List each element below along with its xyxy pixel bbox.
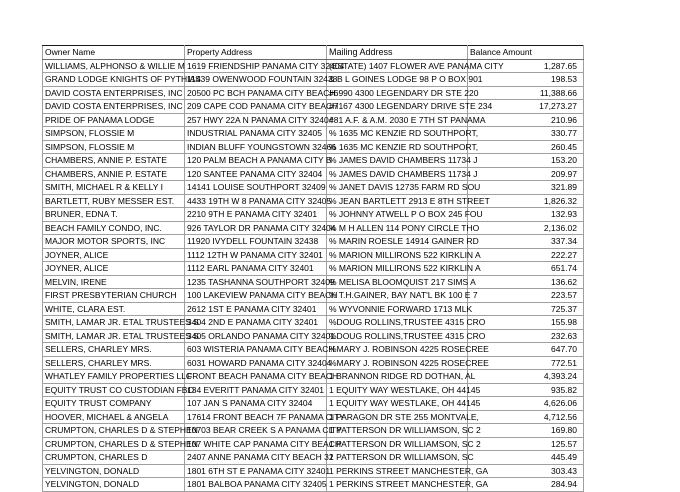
- balance-amount-cell[interactable]: 260.45: [468, 140, 584, 154]
- owner-name-cell[interactable]: PRIDE OF PANAMA LODGE: [43, 113, 185, 127]
- balance-amount-cell[interactable]: 4,626.06: [468, 397, 584, 411]
- balance-amount-header[interactable]: Balance Amount: [468, 46, 584, 60]
- balance-amount-cell[interactable]: 337.34: [468, 235, 584, 249]
- table-row: [43, 316, 584, 330]
- mailing-address-cell[interactable]: 1 PERKINS STREET MANCHESTER, GA: [327, 478, 468, 492]
- owner-name-cell[interactable]: JOYNER, ALICE: [43, 248, 185, 262]
- mailing-address-cell[interactable]: 1 PERKINS STREET MANCHESTER, GA: [327, 464, 468, 478]
- table-row: [43, 100, 584, 114]
- property-address-cell[interactable]: 1801 BALBOA PANAMA CITY 32405: [185, 478, 327, 492]
- balance-amount-cell[interactable]: 4,393.24: [468, 370, 584, 384]
- owner-name-cell[interactable]: BARTLETT, RUBY MESSER EST.: [43, 194, 185, 208]
- property-address-cell[interactable]: 2407 ANNE PANAMA CITY BEACH 32: [185, 451, 327, 465]
- owner-name-header[interactable]: Owner Name: [43, 46, 185, 60]
- property-address-cell[interactable]: 3405 ORLANDO PANAMA CITY 32401: [185, 329, 327, 343]
- mailing-address-cell[interactable]: % JOHNNY ATWELL P O BOX 245 FOU: [327, 208, 468, 222]
- balance-amount-cell[interactable]: 155.98: [468, 316, 584, 330]
- property-address-cell[interactable]: 6031 HOWARD PANAMA CITY 32404: [185, 356, 327, 370]
- property-address-cell[interactable]: 14141 LOUISE SOUTHPORT 32409: [185, 181, 327, 195]
- owner-name-cell[interactable]: SMITH, LAMAR JR. ETAL TRUSTEES S: [43, 329, 185, 343]
- balance-amount-cell[interactable]: 303.43: [468, 464, 584, 478]
- property-address-cell[interactable]: 257 HWY 22A N PANAMA CITY 32404: [185, 113, 327, 127]
- mailing-address-cell[interactable]: % JEAN BARTLETT 2913 E 8TH STREET: [327, 194, 468, 208]
- mailing-address-cell[interactable]: %MARY J. ROBINSON 4225 ROSECREE: [327, 356, 468, 370]
- tax-balance-spreadsheet: [42, 45, 584, 492]
- property-address-cell[interactable]: INDUSTRIAL PANAMA CITY 32405: [185, 127, 327, 141]
- balance-amount-cell[interactable]: 210.96: [468, 113, 584, 127]
- table-row: [43, 208, 584, 222]
- table-row: [43, 289, 584, 303]
- table-row: [43, 397, 584, 411]
- property-address-cell[interactable]: 4433 19TH W 8 PANAMA CITY 32405: [185, 194, 327, 208]
- property-address-header[interactable]: Property Address: [185, 46, 327, 60]
- mailing-address-cell[interactable]: % MARIN ROESLE 14914 GAINER RD: [327, 235, 468, 249]
- table-body: [43, 59, 584, 491]
- header-row: [43, 46, 584, 60]
- property-address-cell[interactable]: 107 JAN S PANAMA CITY 32404: [185, 397, 327, 411]
- owner-name-cell[interactable]: SMITH, MICHAEL R & KELLY I: [43, 181, 185, 195]
- owner-name-cell[interactable]: CRUMPTON, CHARLES D & STEPHEN: [43, 437, 185, 451]
- mailing-address-cell[interactable]: %DOUG ROLLINS,TRUSTEE 4315 CRO: [327, 329, 468, 343]
- table-row: [43, 478, 584, 492]
- balance-amount-cell[interactable]: 198.53: [468, 73, 584, 87]
- table-row: [43, 194, 584, 208]
- table-row: [43, 140, 584, 154]
- property-address-cell[interactable]: 926 TAYLOR DR PANAMA CITY 32404: [185, 221, 327, 235]
- mailing-address-cell[interactable]: %DOUG ROLLINS,TRUSTEE 4315 CRO: [327, 316, 468, 330]
- owner-name-cell[interactable]: WHITE, CLARA EST.: [43, 302, 185, 316]
- mailing-address-cell[interactable]: & B L GOINES LODGE 98 P O BOX 901: [327, 73, 468, 87]
- table-row: [43, 86, 584, 100]
- mailing-address-cell[interactable]: % JANET DAVIS 12735 FARM RD SOU: [327, 181, 468, 195]
- owner-name-cell[interactable]: SMITH, LAMAR JR. ETAL TRUSTEES S: [43, 316, 185, 330]
- table-row: [43, 451, 584, 465]
- owner-name-cell[interactable]: CHAMBERS, ANNIE P. ESTATE: [43, 167, 185, 181]
- table-row: [43, 329, 584, 343]
- table-row: [43, 235, 584, 249]
- mailing-address-cell[interactable]: % 1635 MC KENZIE RD SOUTHPORT,: [327, 140, 468, 154]
- table-row: [43, 343, 584, 357]
- mailing-address-cell[interactable]: #7167 4300 LEGENDARY DRIVE STE 234: [327, 100, 468, 114]
- owner-name-cell[interactable]: CRUMPTON, CHARLES D & STEPHEN: [43, 424, 185, 438]
- owner-name-cell[interactable]: CRUMPTON, CHARLES D: [43, 451, 185, 465]
- property-address-cell[interactable]: 3404 2ND E PANAMA CITY 32401: [185, 316, 327, 330]
- balance-amount-cell[interactable]: 2,136.02: [468, 221, 584, 235]
- table-row: [43, 410, 584, 424]
- property-address-cell[interactable]: 2210 9TH E PANAMA CITY 32401: [185, 208, 327, 222]
- mailing-address-cell[interactable]: 1 PATTERSON DR WILLIAMSON, SC 2: [327, 424, 468, 438]
- property-address-cell[interactable]: 107 WHITE CAP PANAMA CITY BEACH: [185, 437, 327, 451]
- balance-amount-cell[interactable]: 232.63: [468, 329, 584, 343]
- mailing-address-cell[interactable]: #6990 4300 LEGENDARY DR STE 220: [327, 86, 468, 100]
- mailing-address-cell[interactable]: % MARION MILLIRONS 522 KIRKLIN A: [327, 248, 468, 262]
- balance-amount-cell[interactable]: 17,273.27: [468, 100, 584, 114]
- table-row: [43, 437, 584, 451]
- owner-balance-table: [42, 45, 584, 492]
- property-address-cell[interactable]: 209 CAPE COD PANAMA CITY BEACH: [185, 100, 327, 114]
- owner-name-cell[interactable]: WILLIAMS, ALPHONSO & WILLIE M: [43, 59, 185, 73]
- table-row: [43, 154, 584, 168]
- owner-name-cell[interactable]: FIRST PRESBYTERIAN CHURCH: [43, 289, 185, 303]
- property-address-cell[interactable]: FRONT BEACH PANAMA CITY BEACH: [185, 370, 327, 384]
- balance-amount-cell[interactable]: 647.70: [468, 343, 584, 357]
- owner-name-cell[interactable]: MAJOR MOTOR SPORTS, INC: [43, 235, 185, 249]
- table-row: [43, 302, 584, 316]
- table-row: [43, 221, 584, 235]
- table-row: [43, 181, 584, 195]
- balance-amount-cell[interactable]: 651.74: [468, 262, 584, 276]
- table-row: [43, 248, 584, 262]
- table-row: [43, 113, 584, 127]
- property-address-cell[interactable]: 134 EVERITT PANAMA CITY 32401: [185, 383, 327, 397]
- mailing-address-cell[interactable]: % M H ALLEN 114 PONY CIRCLE THO: [327, 221, 468, 235]
- balance-amount-cell[interactable]: 1,826.32: [468, 194, 584, 208]
- balance-amount-cell[interactable]: 725.37: [468, 302, 584, 316]
- owner-name-cell[interactable]: DAVID COSTA ENTERPRISES, INC: [43, 86, 185, 100]
- balance-amount-cell[interactable]: 284.94: [468, 478, 584, 492]
- mailing-address-header[interactable]: Mailing Address: [327, 46, 468, 60]
- balance-amount-cell[interactable]: 772.51: [468, 356, 584, 370]
- mailing-address-cell[interactable]: 1 EQUITY WAY WESTLAKE, OH 44145: [327, 397, 468, 411]
- balance-amount-cell[interactable]: 136.62: [468, 275, 584, 289]
- balance-amount-cell[interactable]: 4,712.56: [468, 410, 584, 424]
- property-address-cell[interactable]: 1619 FRIENDSHIP PANAMA CITY 32404: [185, 59, 327, 73]
- property-address-cell[interactable]: 10703 BEAR CREEK S A PANAMA CITY: [185, 424, 327, 438]
- owner-name-cell[interactable]: SIMPSON, FLOSSIE M: [43, 127, 185, 141]
- property-address-cell[interactable]: 11439 OWENWOOD FOUNTAIN 32438: [185, 73, 327, 87]
- balance-amount-cell[interactable]: 153.20: [468, 154, 584, 168]
- mailing-address-cell[interactable]: % JAMES DAVID CHAMBERS 11734 J: [327, 154, 468, 168]
- table-row: [43, 167, 584, 181]
- mailing-address-cell[interactable]: % JAMES DAVID CHAMBERS 11734 J: [327, 167, 468, 181]
- owner-name-cell[interactable]: EQUITY TRUST COMPANY: [43, 397, 185, 411]
- property-address-cell[interactable]: 120 PALM BEACH A PANAMA CITY B: [185, 154, 327, 168]
- balance-amount-cell[interactable]: 321.89: [468, 181, 584, 195]
- balance-amount-cell[interactable]: 125.57: [468, 437, 584, 451]
- owner-name-cell[interactable]: SELLERS, CHARLEY MRS.: [43, 343, 185, 357]
- mailing-address-cell[interactable]: % WYVONNIE FORWARD 1713 MLK: [327, 302, 468, 316]
- table-row: [43, 383, 584, 397]
- owner-name-cell[interactable]: CHAMBERS, ANNIE P. ESTATE: [43, 154, 185, 168]
- mailing-address-cell[interactable]: % T.H.GAINER, BAY NAT'L BK 100 E 7: [327, 289, 468, 303]
- mailing-address-cell[interactable]: % MARION MILLIRONS 522 KIRKLIN A: [327, 262, 468, 276]
- property-address-cell[interactable]: 1801 6TH ST E PANAMA CITY 32401: [185, 464, 327, 478]
- mailing-address-cell[interactable]: 1 EQUITY WAY WESTLAKE, OH 44145: [327, 383, 468, 397]
- owner-name-cell[interactable]: DAVID COSTA ENTERPRISES, INC: [43, 100, 185, 114]
- balance-amount-cell[interactable]: 330.77: [468, 127, 584, 141]
- owner-name-cell[interactable]: HOOVER, MICHAEL & ANGELA: [43, 410, 185, 424]
- balance-amount-cell[interactable]: 223.57: [468, 289, 584, 303]
- owner-name-cell[interactable]: EQUITY TRUST CO CUSTODIAN FBO: [43, 383, 185, 397]
- balance-amount-cell[interactable]: 445.49: [468, 451, 584, 465]
- owner-name-cell[interactable]: WHATLEY FAMILY PROPERTIES LLC: [43, 370, 185, 384]
- mailing-address-cell[interactable]: %MARY J. ROBINSON 4225 ROSECREE: [327, 343, 468, 357]
- property-address-cell[interactable]: 100 LAKEVIEW PANAMA CITY BEACH: [185, 289, 327, 303]
- table-row: [43, 59, 584, 73]
- owner-name-cell[interactable]: YELVINGTON, DONALD: [43, 464, 185, 478]
- table-row: [43, 356, 584, 370]
- mailing-address-cell[interactable]: % 1635 MC KENZIE RD SOUTHPORT,: [327, 127, 468, 141]
- table-row: [43, 370, 584, 384]
- balance-amount-cell[interactable]: 169.80: [468, 424, 584, 438]
- property-address-cell[interactable]: 17614 FRONT BEACH 7F PANAMA CITY: [185, 410, 327, 424]
- mailing-address-cell[interactable]: 1 BRANNON RIDGE RD DOTHAN, AL: [327, 370, 468, 384]
- owner-name-cell[interactable]: MELVIN, IRENE: [43, 275, 185, 289]
- property-address-cell[interactable]: 20500 PC BCH PANAMA CITY BEACH: [185, 86, 327, 100]
- mailing-address-cell[interactable]: % MELISA BLOOMQUIST 217 SIMS A: [327, 275, 468, 289]
- owner-name-cell[interactable]: YELVINGTON, DONALD: [43, 478, 185, 492]
- mailing-address-cell[interactable]: 1 PARAGON DR STE 255 MONTVALE,: [327, 410, 468, 424]
- table-row: [43, 424, 584, 438]
- owner-name-cell[interactable]: BEACH FAMILY CONDO, INC.: [43, 221, 185, 235]
- property-address-cell[interactable]: INDIAN BLUFF YOUNGSTOWN 32466: [185, 140, 327, 154]
- property-address-cell[interactable]: 120 SANTEE PANAMA CITY 32404: [185, 167, 327, 181]
- owner-name-cell[interactable]: SELLERS, CHARLEY MRS.: [43, 356, 185, 370]
- mailing-address-cell[interactable]: 1 PATTERSON DR WILLIAMSON, SC 2: [327, 437, 468, 451]
- table-row: [43, 275, 584, 289]
- owner-name-cell[interactable]: GRAND LODGE KNIGHTS OF PYTHIAS: [43, 73, 185, 87]
- balance-amount-cell[interactable]: 935.82: [468, 383, 584, 397]
- balance-amount-cell[interactable]: 222.27: [468, 248, 584, 262]
- property-address-cell[interactable]: 2612 1ST E PANAMA CITY 32401: [185, 302, 327, 316]
- balance-amount-cell[interactable]: 209.97: [468, 167, 584, 181]
- property-address-cell[interactable]: 1235 TASHANNA SOUTHPORT 32409: [185, 275, 327, 289]
- mailing-address-cell[interactable]: (ESTATE) 1407 FLOWER AVE PANAMA CITY: [327, 59, 468, 73]
- property-address-cell[interactable]: 603 WISTERIA PANAMA CITY BEACH: [185, 343, 327, 357]
- table-row: [43, 464, 584, 478]
- owner-name-cell[interactable]: SIMPSON, FLOSSIE M: [43, 140, 185, 154]
- property-address-cell[interactable]: 11920 IVYDELL FOUNTAIN 32438: [185, 235, 327, 249]
- balance-amount-cell[interactable]: 1,287.65: [468, 59, 584, 73]
- owner-name-cell[interactable]: JOYNER, ALICE: [43, 262, 185, 276]
- balance-amount-cell[interactable]: 132.93: [468, 208, 584, 222]
- table-row: [43, 262, 584, 276]
- table-row: [43, 73, 584, 87]
- balance-amount-cell[interactable]: 11,388.66: [468, 86, 584, 100]
- mailing-address-cell[interactable]: #81 A.F. & A.M. 2030 E 7TH ST PANAMA: [327, 113, 468, 127]
- property-address-cell[interactable]: 1112 EARL PANAMA CITY 32401: [185, 262, 327, 276]
- property-address-cell[interactable]: 1112 12TH W PANAMA CITY 32401: [185, 248, 327, 262]
- owner-name-cell[interactable]: BRUNER, EDNA T.: [43, 208, 185, 222]
- table-row: [43, 127, 584, 141]
- mailing-address-cell[interactable]: 1 PATTERSON DR WILLIAMSON, SC: [327, 451, 468, 465]
